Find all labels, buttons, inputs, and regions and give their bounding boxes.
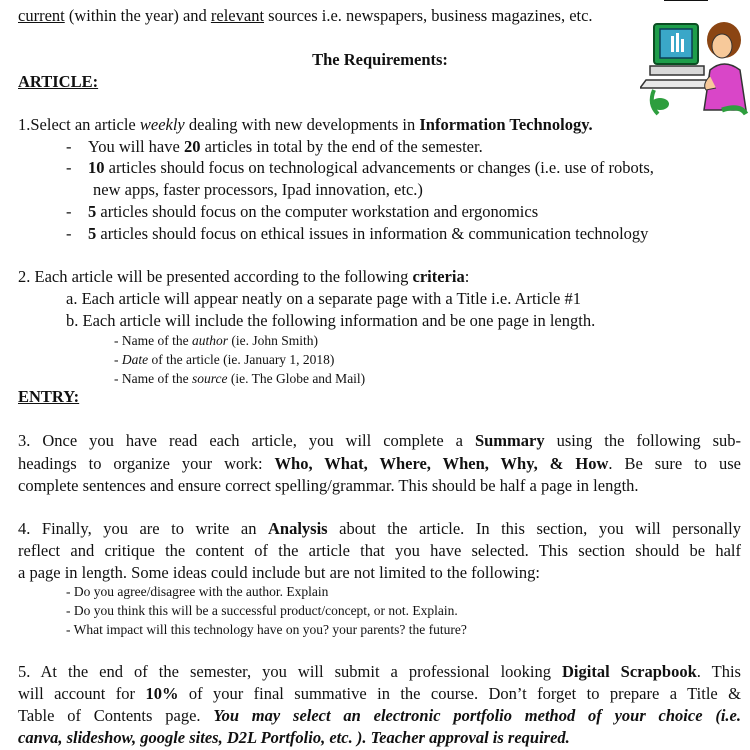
idea-2: - Do you think this will be a successful product/concept, or not. Explain. (66, 603, 458, 618)
bullet-2-cont: new apps, faster processors, Ipad innovation, etc.) (93, 180, 423, 199)
bullet-3: - 5 articles should focus on the computer workstation and ergonomics (66, 202, 539, 221)
item-5-line-4: canva, slideshow, google sites, D2L Portfolio, etc. ). Teacher approval is required. (18, 728, 570, 747)
item-2: 2. Each article will be presented according to the following criteria: (18, 267, 470, 286)
info-author: - Name of the author (ie. John Smith) (114, 333, 318, 348)
clipped-underline (664, 0, 708, 1)
item-1: 1.Select an article weekly dealing with new developments in Information Technology. (18, 115, 593, 134)
item-4-line-3: a page in length. Some ideas could include but are not limited to the following: (18, 563, 540, 582)
article-heading: ARTICLE: (18, 72, 99, 91)
item-4-line-2: reflect and critique the content of the article that you have selected. This section should be half (18, 541, 741, 560)
bullet-4: - 5 articles should focus on ethical issues in information & communication technology (66, 224, 649, 243)
intro-line: current (within the year) and relevant sources i.e. newspapers, business magazines, etc. (18, 6, 593, 25)
item-3-line-2: headings to organize your work: Who, What, Where, When, Why, & How. Be sure to use (18, 454, 741, 473)
entry-heading: ENTRY: (18, 387, 80, 406)
item-4-line-1: 4. Finally, you are to write an Analysis about the article. In this section, you will personally (18, 519, 741, 538)
idea-1: - Do you agree/disagree with the author. Explain (66, 584, 329, 599)
woman-at-computer-clipart (640, 18, 750, 118)
idea-3: - What impact will this technology have on you? your parents? the future? (66, 622, 467, 637)
requirements-heading: The Requirements: (312, 50, 448, 69)
item-5-line-1: 5. At the end of the semester, you will submit a professional looking Digital Scrapbook. This (18, 662, 741, 681)
info-date: - Date of the article (ie. January 1, 2018) (114, 352, 335, 367)
item-3-line-3: complete sentences and ensure correct spelling/grammar. This should be half a page in length. (18, 476, 639, 495)
info-source: - Name of the source (ie. The Globe and Mail) (114, 371, 366, 386)
item-3-line-1: 3. Once you have read each article, you will complete a Summary using the following sub- (18, 431, 741, 450)
item-2b: b. Each article will include the following information and be one page in length. (66, 311, 596, 330)
item-5-line-3: Table of Contents page. You may select an electronic portfolio method of your choice (i.e. (18, 706, 741, 725)
bullet-2: - 10 articles should focus on technological advancements or changes (i.e. use of robots, (66, 158, 654, 177)
item-5-line-2: will account for 10% of your final summative in the course. Don’t forget to prepare a Title & (18, 684, 741, 703)
bullet-1: - You will have 20 articles in total by the end of the semester. (66, 137, 483, 156)
item-2a: a. Each article will appear neatly on a separate page with a Title i.e. Article #1 (66, 289, 581, 308)
